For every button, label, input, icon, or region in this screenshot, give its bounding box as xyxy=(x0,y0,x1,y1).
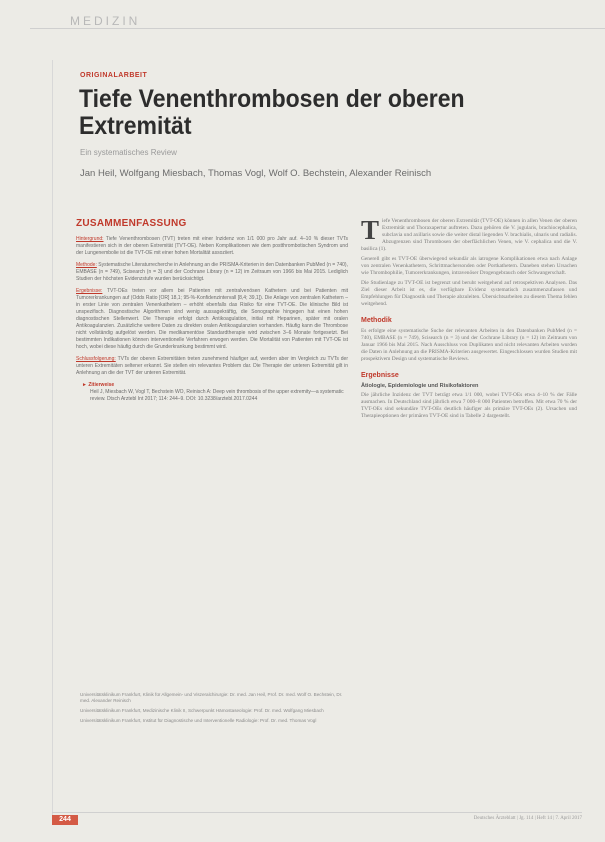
abstract-lead: Ergebnisse: xyxy=(76,288,103,294)
body-paragraph: Die Studienlage zu TVT-OE ist begrenzt und beruht weitgehend auf retrospektiven Analysen. Das Ziel dieser Arbeit ist es, die verfügbare Evidenz systematisch zusammenzufassen und Empfehlungen für Diagnostik und Therapie abzuleiten. Übersichtsarbeiten zu diesem Thema fehlen weitgehend. xyxy=(361,280,577,307)
affiliations xyxy=(80,692,352,728)
article-title: Tiefe Venenthrombosen der oberen Extremität xyxy=(79,85,465,140)
abstract-lead: Schlussfolgerung: xyxy=(76,356,116,362)
body-paragraph xyxy=(361,215,577,253)
affiliation-item: Universitätsklinikum Frankfurt, Klinik für Allgemein- und Viszeralchirurgie: Dr. med. Jan Heil, Prof. Dr. med. Wolf O. Bechstein, Dr. med. Alexander Reinisch xyxy=(80,692,343,703)
body-column xyxy=(361,215,577,423)
results-subheading: Ätiologie, Epidemiologie und Risikofaktoren xyxy=(361,383,479,389)
page-footer xyxy=(52,812,582,826)
article-kicker: ORIGINALARBEIT xyxy=(80,72,148,79)
body-paragraph: Generell gibt es TVT-OE überwiegend sekundär als iatrogene Komplikationen etwa nach Anlage von zentralen Venenkathetern, Schrittmachersonden oder Portkathetern. Daneben stehen Ursachen wie Thrombophilie, Tumorerkrankungen, intravenöser Drogengebrauch oder Schwangerschaft. xyxy=(361,256,577,276)
abstract-text: TVTs der oberen Extremitäten treten zunehmend häufiger auf, werden aber im Vergleich zu TVTs der unteren Extremitäten seltener erkannt. Sie stellen ein relevantes Problem dar. Die Therapie der unteren Extremität gilt in Anlehnung an die der TVT der unteren Extremität. xyxy=(76,356,348,376)
abstract-lead: Hintergrund: xyxy=(76,236,104,242)
abstract-heading: ZUSAMMENFASSUNG xyxy=(76,218,187,229)
abstract-paragraph xyxy=(76,356,348,377)
abstract-paragraph xyxy=(76,288,348,351)
article-authors: Jan Heil, Wolfgang Miesbach, Thomas Vogl, Wolf O. Bechstein, Alexander Reinisch xyxy=(80,168,432,179)
abstract-text: TVT-OEs treten vor allem bei Patienten mit zentralvenösen Kathetern und bei Patienten mit Tumorerkrankungen auf (Odds Ratio [OR] 18,1; 95-%-Konfidenzintervall [8,4; 39,1]). Die Anlage von zentralen Kathetern – in erster Linie von zentralen Venenkathetern – erhöht ebenfalls das Risiko für eine TVT-OE. Die klinische Bild ist unspezifisch. Diagnostische Algorithmen sind wenig aussagekräftig, die Sonographie hingegen hat einen hohen diagnostischen Stellenwert. Die Therapie erfolgt durch Antikoagulation, initial mit Heparinen, später mit oralen Antikoagulanzien. Zusätzliche weitere Daten zu direkten oralen Antikoagulanzien vorhanden. Häufig kann die Thrombose nicht vollständig aufgelöst werden. Die medikamentöse Standardtherapie wird zwischen 3–6 Monate fortgesetzt. Bei bestimmten Indikationen können interventionelle Verfahren erwogen werden. Die Mortalität von Patienten mit TVT-OE ist hoch, wobei diese häufig durch die Grunderkrankung bestimmt wird. xyxy=(76,288,348,350)
citation-block xyxy=(76,382,348,403)
affiliation-item: Universitätsklinikum Frankfurt, Institut für Diagnostische und Interventionelle Radiologie: Prof. Dr. med. Thomas Vogl xyxy=(80,718,317,723)
page-number: 244 xyxy=(52,815,78,825)
article-subtitle: Ein systematisches Review xyxy=(80,148,177,157)
abstract-text: Systematische Literaturrecherche in Anlehnung an die PRISMA-Kriterien in den Datenbanken PubMed (n = 740), EMBASE (n = 749), Scisearch (n = 3) und der Cochrane Library (n = 12) im Zeitraum von 1966 bis Mai 2015. Lediglich Studien der höchsten Evidenzstufe wurden berücksichtigt. xyxy=(76,262,348,282)
citation-text: Heil J, Miesbach W, Vogl T, Bechstein WO, Reinisch A: Deep vein thrombosis of the upper extremity—a systematic review. Dtsch Arztebl Int 2017; 114: 244–9. DOI: 10.3238/arztebl.2017.0244 xyxy=(90,389,344,402)
abstract-lead: Methode: xyxy=(76,262,97,268)
results-paragraph: Die jährliche Inzidenz der TVT beträgt etwa 1/1 000, wobei TVT-OEs etwa 4–10 % der Fälle ausmachen. In Deutschland sind jährlich etwa 7 000–8 000 Patienten betroffen. Mit etwa 70 % der TVT-OEs sind sekundäre TVT-OEs deutlich häufiger als primäre TVT-OEs (2). Ursachen und Therapieoptionen der primären TVT-OE sind in Tabelle 2 dargestellt. xyxy=(361,392,577,419)
abstract-paragraph xyxy=(76,262,348,283)
section-label: MEDIZIN xyxy=(70,14,141,28)
method-paragraph: Es erfolgte eine systematische Suche der relevanten Arbeiten in den Datenbanken PubMed (n = 740), EMBASE (n = 749), Scisearch (n = 3) und der Cochrane Library (n = 12) im Zeitraum von Januar 1966 bis Mai 2015. Nach Ausschluss von Duplikaten und nicht relevanten Arbeiten wurden die Daten in Anlehnung an die PRISMA-Kriterien ausgewertet. Eingeschlossen wurden Studien mit prospektivem Design und systematische Reviews. xyxy=(361,328,577,362)
citation-heading: ► Zitierweise xyxy=(82,382,115,388)
abstract-paragraph xyxy=(76,236,348,257)
margin-rule xyxy=(52,60,53,820)
header-rule xyxy=(30,28,605,29)
footer-rule xyxy=(52,812,582,813)
abstract-text: Tiefe Venenthrombosen (TVT) treten mit einer Inzidenz von 1/1 000 pro Jahr auf. 4–10 % dieser TVTs manifestieren sich in der oberen Extremität (TVT-OE). Neben Komplikationen wie dem postthrombotischen Syndrom und der Lungenembolie ist die TVT-OE mit einer hohen Mortalität assoziiert. xyxy=(76,236,348,256)
body-text: iefe Venenthrombosen der oberen Extremität (TVT-OE) können in allen Venen der oberen Extremität und Thoraxapertur auftreten. Dazu gehören die V. jugularis, brachiocephalica, subclavia und axillaris sowie die weiter distal liegenden V. brachialis, ulnaris und radialis. Abzugrenzen sind Thrombosen der oberflächlichen Venen, wie V. cephalica und die V. basilica (1). xyxy=(361,218,577,252)
journal-reference: Deutsches Ärzteblatt | Jg. 114 | Heft 14 | 7. April 2017 xyxy=(473,816,582,821)
drop-cap: T xyxy=(361,215,380,245)
method-heading: Methodik xyxy=(361,317,392,324)
affiliation-item: Universitätsklinikum Frankfurt, Medizinische Klinik II, Schwerpunkt Hämostaseologie: Prof. Dr. med. Wolfgang Miesbach xyxy=(80,708,324,713)
results-heading: Ergebnisse xyxy=(361,372,399,379)
abstract-box xyxy=(76,218,348,403)
